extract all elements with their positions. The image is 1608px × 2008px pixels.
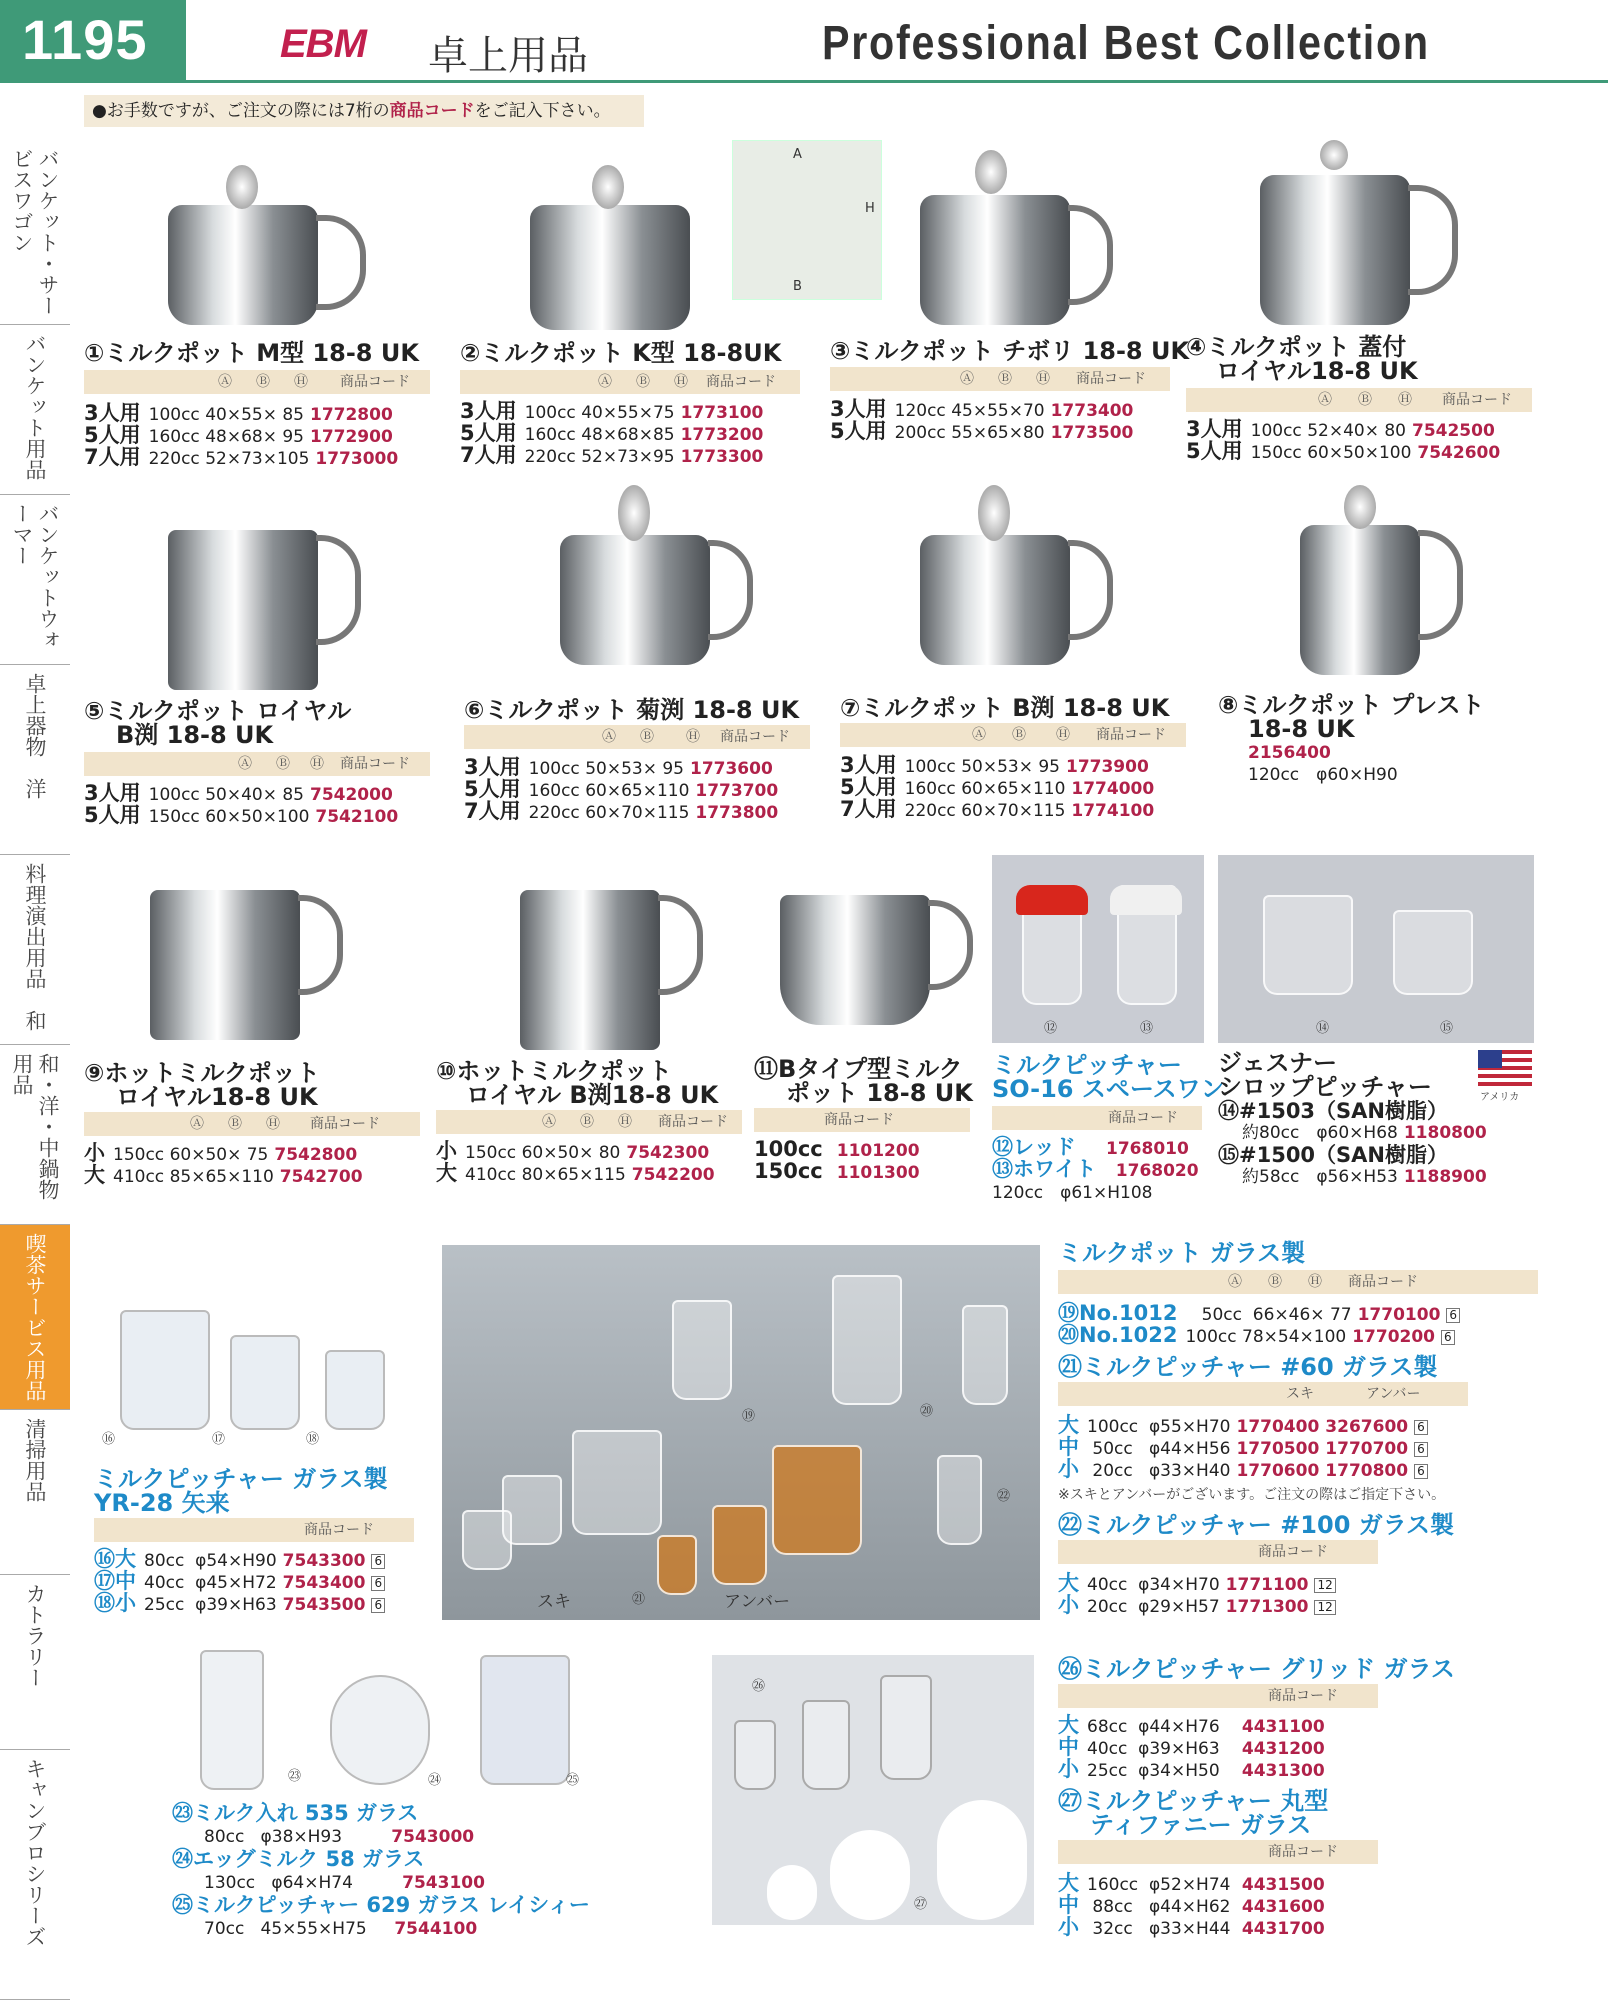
product-title: ⑨ホットミルクポット bbox=[84, 1059, 320, 1087]
spec-row: 3人用 100cc 50×40× 85 7542000 bbox=[84, 781, 393, 805]
spec-row: ⑮#1500（SAN樹脂） bbox=[1218, 1143, 1448, 1167]
category-title: 卓上用品 bbox=[428, 33, 588, 79]
spec-row: 130cc φ64×H74 7543100 bbox=[204, 1873, 485, 1893]
spec-row: 大 160cc φ52×H74 4431500 bbox=[1058, 1871, 1325, 1895]
order-notice: ●お手数ですが、ご注文の際には7桁の商品コードをご記入下さい。 bbox=[84, 95, 644, 127]
spec-row: 大 68cc φ44×H76 4431100 bbox=[1058, 1713, 1325, 1737]
spec-row: 大 100cc φ55×H70 1770400 3267600 6 bbox=[1058, 1414, 1428, 1438]
sidebar-tab[interactable]: キャンブロシリーズ bbox=[0, 1750, 70, 2000]
spec-row: 5人用 160cc 60×65×110 1773700 bbox=[464, 777, 779, 801]
product-title: ⑪Bタイプ型ミルク bbox=[754, 1055, 963, 1083]
spec-header: Ⓐ Ⓑ Ⓗ 商品コード bbox=[460, 370, 800, 394]
spec-header: 商品コード bbox=[1058, 1684, 1378, 1708]
spec-header: 商品コード bbox=[1058, 1840, 1378, 1864]
spec-row: 中 50cc φ44×H56 1770500 1770700 6 bbox=[1058, 1436, 1428, 1460]
spec-row: ⑯大 80cc φ54×H90 7543300 6 bbox=[94, 1548, 385, 1572]
spec-row: 小 25cc φ34×H50 4431300 bbox=[1058, 1757, 1325, 1781]
brand-logo: EBM bbox=[280, 22, 366, 66]
spec-header: Ⓐ Ⓑ Ⓗ 商品コード bbox=[436, 1110, 742, 1134]
usa-flag-icon bbox=[1478, 1050, 1532, 1086]
spec-row: 大 410cc 85×65×110 7542700 bbox=[84, 1163, 363, 1187]
spec-row: 約58cc φ56×H53 1188900 bbox=[1242, 1167, 1487, 1187]
spec-row: 5人用 150cc 60×50×100 7542100 bbox=[84, 803, 399, 827]
product-photo: ⑫ ⑬ bbox=[992, 855, 1204, 1043]
spec-row: 3人用 100cc 50×53× 95 1773600 bbox=[464, 755, 773, 779]
spec-header: 商品コード bbox=[754, 1108, 970, 1132]
spec-row: ⑳No.1022 100cc 78×54×100 1770200 6 bbox=[1058, 1324, 1455, 1348]
spec-header: 商品コード bbox=[94, 1518, 414, 1542]
product-title: ロイヤル18-8 UK bbox=[116, 1083, 318, 1111]
spec-row: 中 40cc φ39×H63 4431200 bbox=[1058, 1735, 1325, 1759]
spec-row: ⑭#1503（SAN樹脂） bbox=[1218, 1099, 1448, 1123]
spec-row: 80cc φ38×H93 7543000 bbox=[204, 1827, 475, 1847]
spec-row: 小 20cc φ33×H40 1770600 1770800 6 bbox=[1058, 1458, 1428, 1482]
spec-row: ⑫レッド 1768010 bbox=[992, 1135, 1189, 1159]
product-title: ㉒ミルクピッチャー #100 ガラス製 bbox=[1058, 1511, 1455, 1539]
spec-row: 大 40cc φ34×H70 1771100 12 bbox=[1058, 1572, 1336, 1596]
spec-row: 小 150cc 60×50× 75 7542800 bbox=[84, 1141, 358, 1165]
product-title: ②ミルクポット K型 18-8UK bbox=[460, 339, 782, 367]
product-image: ⑯ ⑰ ⑱ bbox=[100, 1290, 420, 1460]
spec-header: Ⓐ Ⓑ Ⓗ 商品コード bbox=[1186, 388, 1532, 412]
spec-row: ⑲No.1012 50cc 66×46× 77 1770100 6 bbox=[1058, 1302, 1460, 1326]
spec-header: 商品コード bbox=[1058, 1540, 1378, 1564]
product-title: シロップピッチャー bbox=[1218, 1073, 1432, 1101]
spec-row: 3人用 100cc 40×55× 85 1772800 bbox=[84, 401, 393, 425]
spec-row: 100cc 1101200 bbox=[754, 1137, 920, 1161]
product-title: ⑧ミルクポット プレスト bbox=[1218, 691, 1485, 719]
product-title: ③ミルクポット チボリ 18-8 UK bbox=[830, 337, 1190, 365]
spec-header: Ⓐ Ⓑ Ⓗ 商品コード bbox=[840, 723, 1186, 747]
sidebar-tab[interactable]: 料理演出用品 和 bbox=[0, 855, 70, 1045]
spec-row: 3人用 100cc 40×55×75 1773100 bbox=[460, 399, 764, 423]
spec-row: ⑰中 40cc φ45×H72 7543400 6 bbox=[94, 1570, 385, 1594]
spec-header: スキ アンバー bbox=[1058, 1382, 1468, 1406]
spec-row: ⑬ホワイト 1768020 bbox=[992, 1157, 1199, 1181]
spec-row: 5人用 160cc 48×68×85 1773200 bbox=[460, 421, 764, 445]
spec-row: 3人用 100cc 52×40× 80 7542500 bbox=[1186, 417, 1495, 441]
spec-header: 商品コード bbox=[992, 1106, 1202, 1130]
header-rule bbox=[0, 80, 1608, 83]
product-image: ㉓ ㉔ ㉕ bbox=[190, 1645, 620, 1795]
spec-row: ㉔エッグミルク 58 ガラス bbox=[172, 1847, 425, 1871]
product-title: ミルクピッチャー bbox=[992, 1051, 1182, 1079]
spec-header: Ⓐ Ⓑ Ⓗ 商品コード bbox=[84, 370, 430, 394]
product-title: ⑥ミルクポット 菊渕 18-8 UK bbox=[464, 696, 800, 724]
spec-header: Ⓐ Ⓑ Ⓗ 商品コード bbox=[1058, 1270, 1538, 1294]
product-title: ミルクポット ガラス製 bbox=[1058, 1239, 1306, 1267]
product-title: 18-8 UK bbox=[1248, 715, 1355, 743]
spec-row: 小 150cc 60×50× 80 7542300 bbox=[436, 1139, 710, 1163]
page-number: 1195 bbox=[0, 0, 186, 80]
glass-photo: ㉖ ㉗ bbox=[712, 1655, 1034, 1925]
sidebar-tab[interactable]: バンケット・サービスワゴン bbox=[0, 140, 70, 325]
order-note: ※スキとアンバーがございます。ご注文の際はご指定下さい。 bbox=[1058, 1487, 1446, 1503]
spec-header: Ⓐ Ⓑ Ⓗ 商品コード bbox=[464, 725, 810, 749]
spec-row: ㉕ミルクピッチャー 629 ガラス レイシィー bbox=[172, 1893, 590, 1917]
spec-row: 7人用 220cc 52×73×95 1773300 bbox=[460, 443, 764, 467]
sidebar-tab[interactable]: 清掃用品 bbox=[0, 1410, 70, 1575]
product-title: ④ミルクポット 蓋付 bbox=[1186, 333, 1407, 361]
product-title: ①ミルクポット M型 18-8 UK bbox=[84, 339, 419, 367]
product-title: ⑩ホットミルクポット bbox=[436, 1057, 672, 1085]
product-title: ⑤ミルクポット ロイヤル bbox=[84, 697, 352, 725]
product-title: ティファニー ガラス bbox=[1090, 1811, 1312, 1839]
product-title: ポット 18-8 UK bbox=[786, 1079, 973, 1107]
collection-title: Professional Best Collection bbox=[822, 17, 1430, 70]
product-title: YR-28 矢来 bbox=[94, 1489, 230, 1517]
sidebar-tab[interactable]: カトラリー bbox=[0, 1575, 70, 1750]
product-photo: ⑭ ⑮ bbox=[1218, 855, 1534, 1043]
product-title: B渕 18-8 UK bbox=[116, 721, 274, 749]
product-code: 2156400 bbox=[1248, 743, 1331, 763]
spec-header: Ⓐ Ⓑ Ⓗ 商品コード bbox=[84, 1112, 420, 1136]
spec-row: 5人用 150cc 60×50×100 7542600 bbox=[1186, 439, 1501, 463]
country-label: アメリカ bbox=[1480, 1092, 1520, 1103]
spec-row: 7人用 220cc 52×73×105 1773000 bbox=[84, 445, 399, 469]
product-spec: 120cc φ61×H108 bbox=[992, 1183, 1153, 1203]
spec-row: 中 88cc φ44×H62 4431600 bbox=[1058, 1893, 1325, 1917]
sidebar-tab[interactable]: 卓上器物 洋 bbox=[0, 665, 70, 855]
spec-row: 小 32cc φ33×H44 4431700 bbox=[1058, 1915, 1325, 1939]
spec-header: Ⓐ Ⓑ Ⓗ 商品コード bbox=[84, 752, 430, 776]
sidebar-tab[interactable]: バンケット用品 bbox=[0, 325, 70, 495]
spec-row: 5人用 160cc 60×65×110 1774000 bbox=[840, 775, 1155, 799]
product-title: ジェスナー bbox=[1218, 1049, 1338, 1077]
spec-row: 約80cc φ60×H68 1180800 bbox=[1242, 1123, 1487, 1143]
spec-row: 70cc 45×55×H75 7544100 bbox=[204, 1919, 478, 1939]
sidebar-tab[interactable]: 和・洋・中鍋物用品 bbox=[0, 1045, 70, 1225]
spec-header: Ⓐ Ⓑ Ⓗ 商品コード bbox=[830, 367, 1170, 391]
product-title: ㉖ミルクピッチャー グリッド ガラス bbox=[1058, 1655, 1455, 1683]
spec-row: 3人用 120cc 45×55×70 1773400 bbox=[830, 397, 1134, 421]
spec-row: 5人用 200cc 55×65×80 1773500 bbox=[830, 419, 1134, 443]
dimension-diagram: A H B bbox=[732, 140, 882, 300]
product-title: ロイヤル18-8 UK bbox=[1216, 357, 1418, 385]
product-title: ロイヤル B渕18-8 UK bbox=[466, 1081, 719, 1109]
glass-photo: ⑲ ⑳ ㉑ ㉒ スキ アンバー bbox=[442, 1245, 1040, 1620]
sidebar-tab-active[interactable]: 喫茶サービス用品 bbox=[0, 1225, 70, 1410]
spec-row: 小 20cc φ29×H57 1771300 12 bbox=[1058, 1594, 1336, 1618]
spec-row: 7人用 220cc 60×70×115 1774100 bbox=[840, 797, 1155, 821]
spec-row: 150cc 1101300 bbox=[754, 1159, 920, 1183]
spec-row: ㉓ミルク入れ 535 ガラス bbox=[172, 1801, 419, 1825]
product-title: ㉑ミルクピッチャー #60 ガラス製 bbox=[1058, 1353, 1438, 1381]
product-title: ⑦ミルクポット B渕 18-8 UK bbox=[840, 694, 1170, 722]
spec-row: 5人用 160cc 48×68× 95 1772900 bbox=[84, 423, 393, 447]
spec-row: 大 410cc 80×65×115 7542200 bbox=[436, 1161, 715, 1185]
product-spec: 120cc φ60×H90 bbox=[1248, 765, 1398, 785]
product-title: SO-16 スペースワン bbox=[992, 1075, 1225, 1103]
sidebar-tab[interactable]: バンケットウォーマー bbox=[0, 495, 70, 665]
spec-row: 7人用 220cc 60×70×115 1773800 bbox=[464, 799, 779, 823]
product-title: ミルクピッチャー ガラス製 bbox=[94, 1465, 388, 1493]
product-title: ㉗ミルクピッチャー 丸型 bbox=[1058, 1787, 1329, 1815]
spec-row: ⑱小 25cc φ39×H63 7543500 6 bbox=[94, 1592, 385, 1616]
spec-row: 3人用 100cc 50×53× 95 1773900 bbox=[840, 753, 1149, 777]
